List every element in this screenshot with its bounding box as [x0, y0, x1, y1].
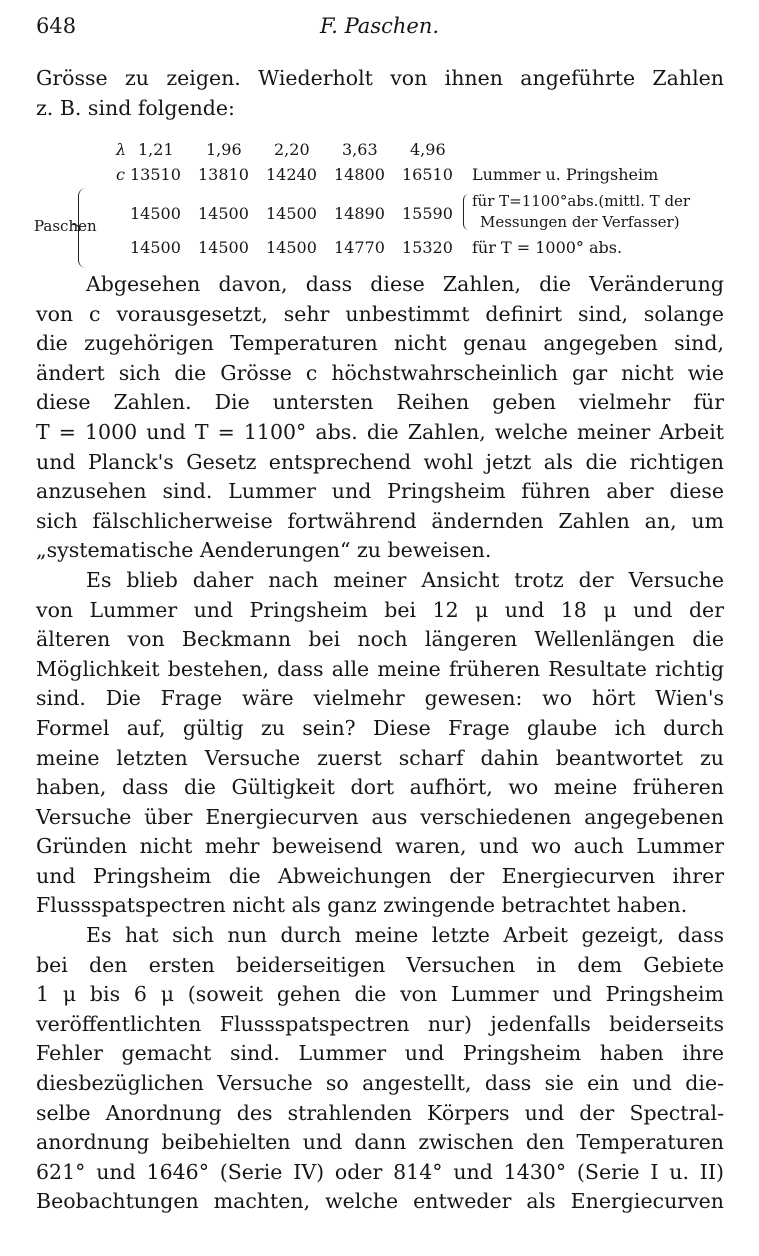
c-value: 13510 [130, 165, 181, 184]
text-line: Flussspatspectren nicht als ganz zwingende betrachtet haben. [36, 893, 688, 918]
text-line: 1 μ bis 6 μ (soweit gehen die von Lummer und Pringsheim [36, 982, 724, 1007]
text-line: älteren von Beckmann bei noch längeren Wellenlängen die [36, 627, 724, 652]
page-number: 648 [36, 14, 77, 38]
text-line: sich fälschlicherweise fortwährend ändernden Zahlen an, um [36, 508, 724, 533]
text-line: Versuche über Energiecurven aus verschiedenen angegebenen [36, 804, 724, 829]
text-line: von c vorausgesetzt, sehr unbestimmt definirt sind, solange [36, 301, 724, 326]
text-line: Gründen nicht mehr beweisend waren, und wo auch Lummer [36, 834, 724, 859]
text-line: die zugehörigen Temperaturen nicht genau angegeben sind, [36, 331, 724, 356]
text-line: anordnung beibehielten und dann zwischen den Temperaturen [36, 1130, 724, 1155]
text-line: Formel auf, gültig zu sein? Diese Frage glaube ich durch [36, 715, 724, 740]
text-line: anzusehen sind. Lummer und Pringsheim führen aber diese [36, 479, 724, 504]
text-line: 621° und 1646° (Serie IV) oder 814° und 1430° (Serie I u. II) [36, 1159, 724, 1184]
paschen-value: 14500 [266, 238, 317, 257]
text-line: sind. Die Frage wäre vielmehr gewesen: wo hört Wien's [36, 686, 724, 711]
text-line: Fehler gemacht sind. Lummer und Pringsheim haben ihre [36, 1041, 724, 1066]
lambda-label: λ [116, 140, 127, 159]
text-line: bei den ersten beiderseitigen Versuchen in dem Gebiete [36, 952, 724, 977]
paschen-value: 14890 [334, 204, 385, 223]
paschen-value: 14500 [266, 204, 317, 223]
lambda-value: 1,21 [138, 140, 174, 159]
c-value: 14240 [266, 165, 317, 184]
page-header [36, 14, 723, 44]
note-brace [463, 194, 471, 230]
paragraph-2 [36, 566, 724, 921]
text-line: und Planck's Gesetz entsprechend wohl jetzt als die richtigen [36, 449, 724, 474]
text-line: diese Zahlen. Die untersten Reihen geben vielmehr für [36, 390, 724, 415]
paschen-label: Paschen [34, 217, 97, 235]
text-line: von Lummer und Pringsheim bei 12 μ und 18 μ und der [36, 597, 724, 622]
paschen-value: 14500 [130, 238, 181, 257]
text-line: z. B. sind folgende: [36, 95, 235, 120]
text-line: selbe Anordnung des strahlenden Körpers und der Spectral- [36, 1100, 724, 1125]
text-line: Beobachtungen machten, welche entweder als Energiecurven [36, 1189, 724, 1214]
text-line: Es blieb daher nach meiner Ansicht trotz der Versuche [86, 567, 724, 592]
paschen-value: 14500 [198, 238, 249, 257]
c-value: 13810 [198, 165, 249, 184]
row2-note: für T = 1000° abs. [472, 238, 623, 257]
lambda-value: 3,63 [342, 140, 378, 159]
row1-note-line1: für T=1100°abs.(mittl. T der [472, 192, 691, 210]
text-line: ändert sich die Grösse c höchstwahrscheinlich gar nicht wie [36, 360, 724, 385]
text-line: Grösse zu zeigen. Wiederholt von ihnen angeführte Zahlen [36, 66, 724, 90]
text-line: Möglichkeit bestehen, dass alle meine früheren Resultate richtig [36, 656, 724, 681]
text-line: und Pringsheim die Abweichungen der Energiecurven ihrer [36, 863, 724, 888]
row1-note-line2: Messungen der Verfasser) [480, 213, 680, 231]
running-head: F. Paschen. [319, 14, 440, 38]
paschen-value: 14500 [198, 204, 249, 223]
text-line: diesbezüglichen Versuche so angestellt, dass sie ein und die- [36, 1071, 724, 1096]
intro-text [36, 64, 724, 123]
text-line: Es hat sich nun durch meine letzte Arbeit gezeigt, dass [86, 923, 724, 948]
text-line: veröffentlichten Flussspatspectren nur) jedenfalls beiderseits [36, 1011, 724, 1036]
c-note: Lummer u. Pringsheim [472, 165, 659, 184]
paschen-value: 15320 [402, 238, 453, 257]
paragraph-1 [36, 270, 724, 566]
lambda-value: 4,96 [410, 140, 446, 159]
text-line: Abgesehen davon, dass diese Zahlen, die Veränderung [86, 272, 724, 296]
c-value: 16510 [402, 165, 453, 184]
text-line: T = 1000 und T = 1100° abs. die Zahlen, welche meiner Arbeit [36, 419, 724, 444]
text-line: meine letzten Versuche zuerst scharf dahin beantwortet zu [36, 745, 724, 770]
lambda-value: 1,96 [206, 140, 242, 159]
paschen-value: 15590 [402, 204, 453, 223]
paschen-value: 14770 [334, 238, 385, 257]
text-line: haben, dass die Gültigkeit dort aufhört, wo meine früheren [36, 775, 724, 800]
lambda-value: 2,20 [274, 140, 310, 159]
text-line: „systematische Aenderungen“ zu beweisen. [36, 538, 492, 563]
body-text [36, 270, 724, 1217]
paragraph-3 [36, 921, 724, 1217]
paschen-value: 14500 [130, 204, 181, 223]
c-label: c [116, 165, 125, 184]
c-value: 14800 [334, 165, 385, 184]
